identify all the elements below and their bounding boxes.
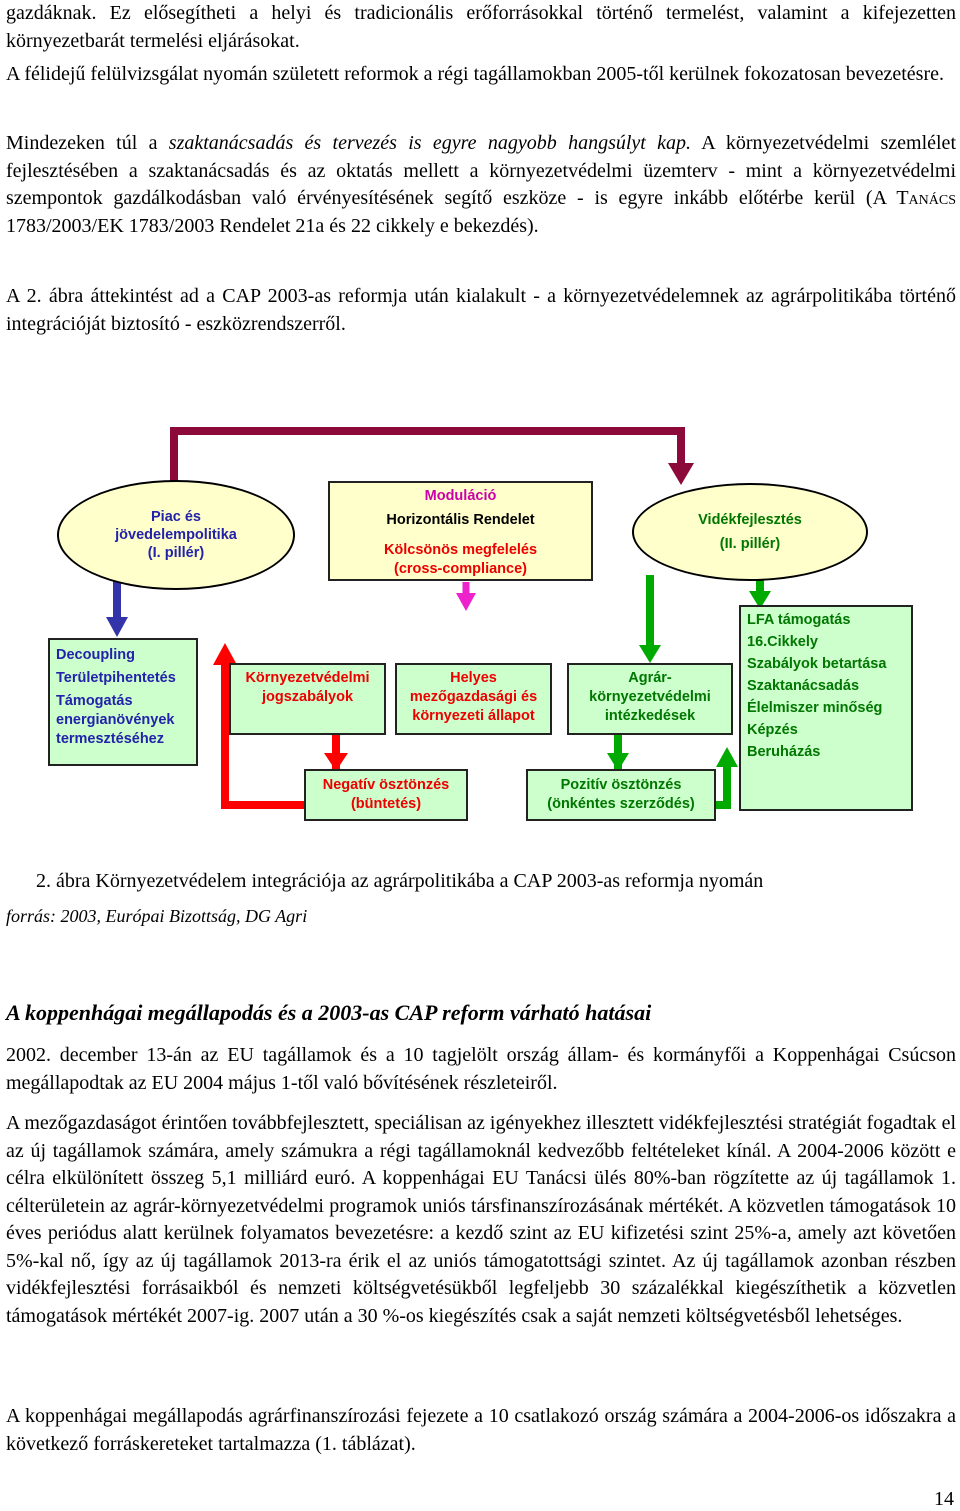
decoupling-line: energianövények [56, 712, 175, 728]
blue-arrowhead [106, 617, 128, 637]
decoupling-line: Decoupling [56, 647, 135, 663]
lfa-line: LFA támogatás [747, 612, 851, 628]
modulation-box [328, 481, 593, 581]
paragraph-3-mid: A környezetvédelmi szemlélet fejlesztésében a szaktanácsadás és az oktatás mellett a környezetvédelmi üzemterv - mint a környezetvédelmi szempontok gazdálkodásban való érvényesítésének segítő eszköze - is egyre inkább előtérbe kerül ( [6, 132, 956, 209]
paragraph-4: A 2. ábra áttekintést ad a CAP 2003-as reformja után kialakult - a környezetvédelemnek az agrárpolitikába történő integrációját biztosító - eszközrendszerről. [6, 285, 956, 335]
pillar-1-line: Piac és [151, 509, 201, 525]
good-practice-line: mezőgazdasági és [409, 689, 538, 705]
agri-env-line: intézkedések [604, 708, 696, 724]
paragraph-3-end: 1783/2003/EK 1783/2003 Rendelet 21a és 22 cikkely e bekezdés). [6, 214, 539, 237]
paragraph-3 [6, 130, 956, 240]
agri-env-line: környezetvédelmi [589, 689, 711, 705]
lfa-line: 16.Cikkely [747, 634, 818, 650]
pillar-1-line: jövedelempolitika [115, 527, 237, 543]
paragraph-2: A félidejű felülvizsgálat nyomán született reformok a régi tagállamokban 2005-től kerülnek fokozatosan bevezetésre. [6, 63, 944, 85]
green-arrowhead-agri [639, 645, 661, 663]
negative-incentive-line: (büntetés) [350, 796, 422, 812]
lfa-line: Szaktanácsadás [747, 678, 860, 694]
paragraph-7: A koppenhágai megállapodás agrárfinanszírozási fejezete a 10 csatlakozó ország számára a 2004-2006-os időszakra a következő forráskereteket tartalmazza (1. táblázat). [6, 1405, 956, 1455]
paragraph-5: 2002. december 13-án az EU tagállamok és a 10 tagjelölt ország állam- és kormányfői a Koppenhágai Csúcson megállapodtak az EU 2004 május 1-től való bővítésének részleteiről. [6, 1044, 956, 1094]
negative-incentive-line: Negatív ösztönzés [322, 777, 450, 793]
env-law-box [229, 663, 386, 735]
pillar-1-ellipse [57, 480, 295, 590]
lfa-box [739, 605, 913, 811]
page-number: 14 [934, 1488, 954, 1510]
lfa-line: Élelmiszer minőség [747, 700, 883, 716]
good-practice-box [395, 663, 552, 735]
paragraph-1: gazdáknak. Ez elősegítheti a helyi és tradicionális erőforrásokkal történő termelést, valamint a kifejezetten környezetbarát termelési eljárásokat. [6, 2, 956, 52]
paragraph-3-council: A Tanács [872, 187, 957, 209]
cross-compliance-label: Kölcsönös megfelelés [383, 542, 538, 558]
decoupling-line: termesztéséhez [56, 731, 164, 747]
lfa-line: Szabályok betartása [747, 656, 887, 672]
figure-source: forrás: 2003, Európai Bizottság, DG Agri [6, 906, 308, 926]
cap-integration-diagram [0, 415, 960, 835]
env-law-line: Környezetvédelmi [245, 670, 370, 686]
paragraph-3-start: Mindezeken túl a [6, 132, 169, 154]
pillar-1-line: (I. pillér) [147, 545, 205, 561]
paragraph-3-emphasis: szaktanácsadás és tervezés is egyre nagyobb hangsúlyt kap. [168, 132, 692, 154]
decoupling-box [48, 638, 198, 766]
maroon-arrowhead [668, 463, 694, 485]
pillar-2-line: (II. pillér) [719, 536, 781, 552]
decoupling-line: Támogatás [56, 693, 133, 709]
pillar-2-ellipse [632, 483, 868, 581]
decoupling-line: Területpihentetés [56, 670, 176, 686]
pillar-2-line: Vidékfejlesztés [698, 512, 802, 528]
lfa-line: Beruházás [747, 744, 821, 760]
lfa-line: Képzés [747, 722, 798, 738]
magenta-arrowhead [456, 593, 476, 611]
positive-incentive-box [526, 769, 716, 821]
negative-incentive-box [304, 769, 468, 821]
modulation-label: Moduláció [424, 488, 497, 504]
figure-caption: 2. ábra Környezetvédelem integrációja az agrárpolitikába a CAP 2003-as reformja nyomán [36, 870, 764, 892]
positive-incentive-line: Pozitív ösztönzés [560, 777, 682, 793]
cross-compliance-english: (cross-compliance) [394, 561, 527, 577]
section-heading: A koppenhágai megállapodás és a 2003-as CAP reform várható hatásai [6, 1000, 652, 1025]
env-law-line: jogszabályok [261, 689, 354, 705]
horizontal-regulation-label: Horizontális Rendelet [386, 512, 535, 528]
green-arrowhead-up [716, 747, 738, 767]
paragraph-6: A mezőgazdaságot érintően továbbfejlesztett, speciálisan az igényekhez illesztett vidékfejlesztési stratégiát fogadtak el az új tagállamok számára, amely számukra a régi tagállamoknál kedvezőbb feltételeket kínál. A 2004-2006 között e célra elkülönített összeg 5,1 milliárd euró. A koppenhágai EU Tanácsi ülés 80%-ban rögzítette az új tagállamok 1. célterületein az agrár-környezetvédelmi programok uniós társfinanszírozásának mértékét. A közvetlen támogatások 10 éves periódus alatt kerülnek folyamatos bevezetésre: a kezdő szint az EU kifizetési szint 25%-a, amely azt követően 5%-kal nő, így az új tagállamok 2013-ra érik el az uniós támogatottsági szintet. Az új tagállamok azonban részben vidékfejlesztési forrásaikból és nemzeti költségvetésükből legfeljebb 30 százalékkal kiegészíthetik a közvetlen támogatások mértékét 2007-ig. 2007 után a 30 %-os kiegészítés csak a saját nemzeti költségvetésből lehetséges. [6, 1112, 956, 1327]
positive-incentive-line: (önkéntes szerződés) [547, 796, 695, 812]
agri-env-line: Agrár- [628, 670, 672, 686]
good-practice-line: Helyes [450, 670, 497, 686]
red-arrowhead [213, 643, 237, 665]
good-practice-line: környezeti állapot [412, 708, 535, 724]
agri-env-box [567, 663, 733, 735]
